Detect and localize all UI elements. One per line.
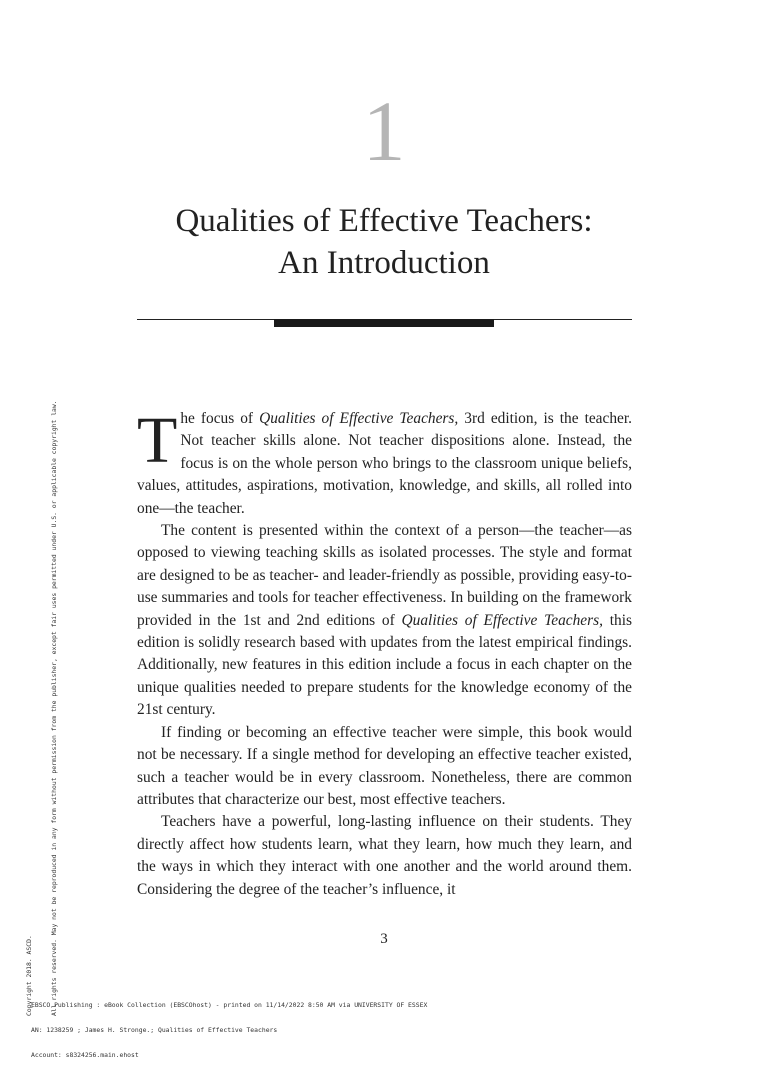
paragraph-3: If finding or becoming an effective teacher were simple, this book would not be necessary. If a single method for developing an effective teacher existed, such a teacher would be in every classroom. Nonetheless, there are common attributes that characterize our best, most effective teachers. (137, 723, 632, 808)
chapter-title (0, 200, 768, 284)
print-footer (31, 984, 427, 1068)
page-number: 3 (380, 931, 388, 947)
paragraph-1-text-b: 3rd edition, is the teacher. Not teacher skills alone. Not teacher dispositions alone. Instead, the focus is on the whole person who brings to the classroom unique beliefs, values, attitudes, aspirations, motivation, knowledge, and skills, all rolled into one—the teacher. (137, 410, 632, 517)
footer-line-1: EBSCO Publishing : eBook Collection (EBSCOhost) - printed on 11/14/2022 8:50 AM via UNIVERSITY OF ESSEX (31, 1000, 428, 1009)
copyright-line-1: Copyright 2018. ASCD. (24, 935, 33, 1016)
drop-cap: T (137, 404, 178, 477)
body-text (137, 404, 632, 901)
chapter-title-line-1: Qualities of Effective Teachers: (175, 203, 593, 239)
paragraph-1-text-a: he focus of (180, 410, 260, 427)
paragraph-1 (137, 404, 632, 520)
paragraph-4: Teachers have a powerful, long-lasting influence on their students. They directly affect how students learn, what they learn, how much they learn, and the ways in which they interact with one another and the world around them. Considering the degree of the teacher’s influence, it (137, 813, 632, 898)
copyright-line-2: All rights reserved. May not be reproduced in any form without permission from the publisher, except fair uses permitted under U.S. or applicable copyright law. (50, 400, 59, 1016)
chapter-number: 1 (362, 83, 406, 179)
book-title-italic: Qualities of Effective Teachers, (401, 611, 603, 629)
book-title-italic: Qualities of Effective Teachers, (259, 410, 459, 427)
footer-line-2: AN: 1238259 ; James H. Stronge.; Qualities of Effective Teachers (31, 1026, 278, 1035)
title-divider-bar (274, 319, 494, 327)
paragraph-2-text-b: this edition is solidly research based with updates from the latest empirical findings. Additionally, new features in this edition include a focus in each chapter on the unique qualities needed to prepare students for the knowledge economy of the 21st century. (137, 611, 632, 719)
paragraph-2-text-a: The content is presented within the context of a person—the teacher—as opposed to viewing teaching skills as isolated processes. The style and format are designed to be as teacher- and leader-friendly as possible, providing easy-to-use summaries and tools for teacher effectiveness. In building on the framework provided in the 1st and 2nd editions of (137, 522, 632, 629)
footer-line-3: Account: s8324256.main.ehost (31, 1051, 139, 1060)
copyright-side-notice (8, 256, 67, 1016)
paragraph-2 (137, 520, 632, 722)
chapter-title-line-2: An Introduction (278, 245, 490, 281)
